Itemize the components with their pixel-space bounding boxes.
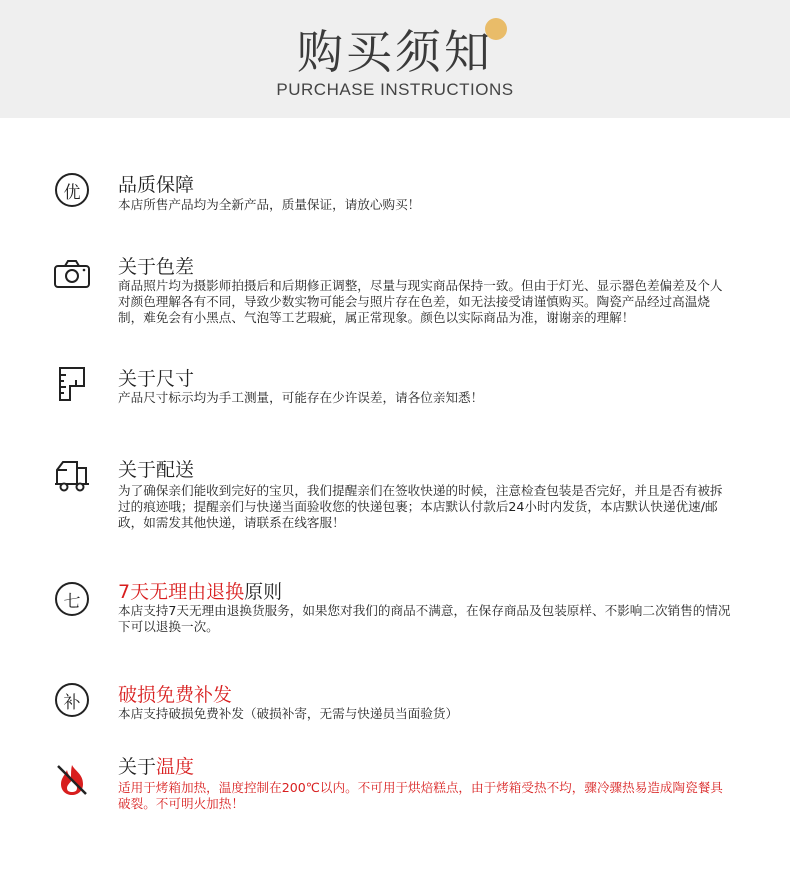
temperature-title: [118, 752, 194, 779]
shipping-title: 关于配送: [118, 459, 195, 481]
page-subtitle: PURCHASE INSTRUCTIONS: [276, 80, 514, 99]
size-title: 关于尺寸: [118, 368, 195, 390]
page-title: 购买须知: [297, 25, 493, 79]
quality-title: 品质保障: [118, 174, 195, 196]
color-text: 商品照片均为摄影师拍摄后和后期修正调整，尽量与现实商品保持一致。但由于灯光、显示器色差偏差及个人对颜色理解各有不同，导致少数实物可能会与照片存在色差，如无法接受请谨慎购买。陶瓷产品经过高温烧制，难免会有小黑点、气泡等工艺瑕疵，属正常现象。颜色以实际商品为准，谢谢亲的理解！: [118, 278, 723, 325]
section-temperature: [0, 752, 790, 822]
temperature-title-highlight: 温度: [156, 756, 195, 778]
section-shipping: [0, 455, 790, 535]
temperature-text: 适用于烤箱加热，温度控制在200℃以内。不可用于烘焙糕点，由于烤箱受热不均，骤冷骤热易造成陶瓷餐具破裂。不可明火加热！: [118, 780, 723, 811]
truck-icon: [52, 455, 92, 495]
section-quality: [0, 168, 790, 218]
no-fire-icon: [52, 760, 92, 800]
returns-text: 本店支持7天无理由退换货服务，如果您对我们的商品不满意，在保存商品及包装原样、不影响二次销售的情况下可以退换一次。: [118, 603, 731, 634]
returns-title: [118, 577, 282, 604]
returns-title-suffix: 原则: [244, 581, 283, 603]
section-size: [0, 364, 790, 414]
quality-text: 本店所售产品均为全新产品，质量保证，请放心购买！: [118, 197, 421, 212]
section-damage: [0, 680, 790, 730]
header-banner: [0, 0, 790, 118]
section-returns: [0, 577, 790, 647]
color-title: 关于色差: [118, 256, 195, 278]
reissue-badge-icon: 补: [52, 680, 92, 720]
damage-text: 本店支持破损免费补发（破损补寄，无需与快递员当面验货）: [118, 706, 459, 721]
size-text: 产品尺寸标示均为手工测量，可能存在少许误差，请各位亲知悉！: [118, 390, 484, 405]
quality-badge-icon: 优: [52, 170, 92, 210]
returns-title-highlight: 7天无理由退换: [118, 581, 245, 603]
damage-title: 破损免费补发: [118, 684, 233, 706]
section-color: [0, 250, 790, 350]
seven-day-badge-icon: 七: [52, 579, 92, 619]
ruler-icon: [52, 364, 92, 404]
temperature-title-prefix: 关于: [118, 756, 157, 778]
shipping-text: 为了确保亲们能收到完好的宝贝，我们提醒亲们在签收快递的时候，注意检查包装是否完好，并且是否有被拆过的痕迹哦；提醒亲们与快递当面验收您的快递包裹；本店默认付款后24小时内发货，本店默认快递优速/邮政，如需发其他快递，请联系在线客服！: [118, 483, 723, 530]
camera-icon: [52, 254, 92, 294]
